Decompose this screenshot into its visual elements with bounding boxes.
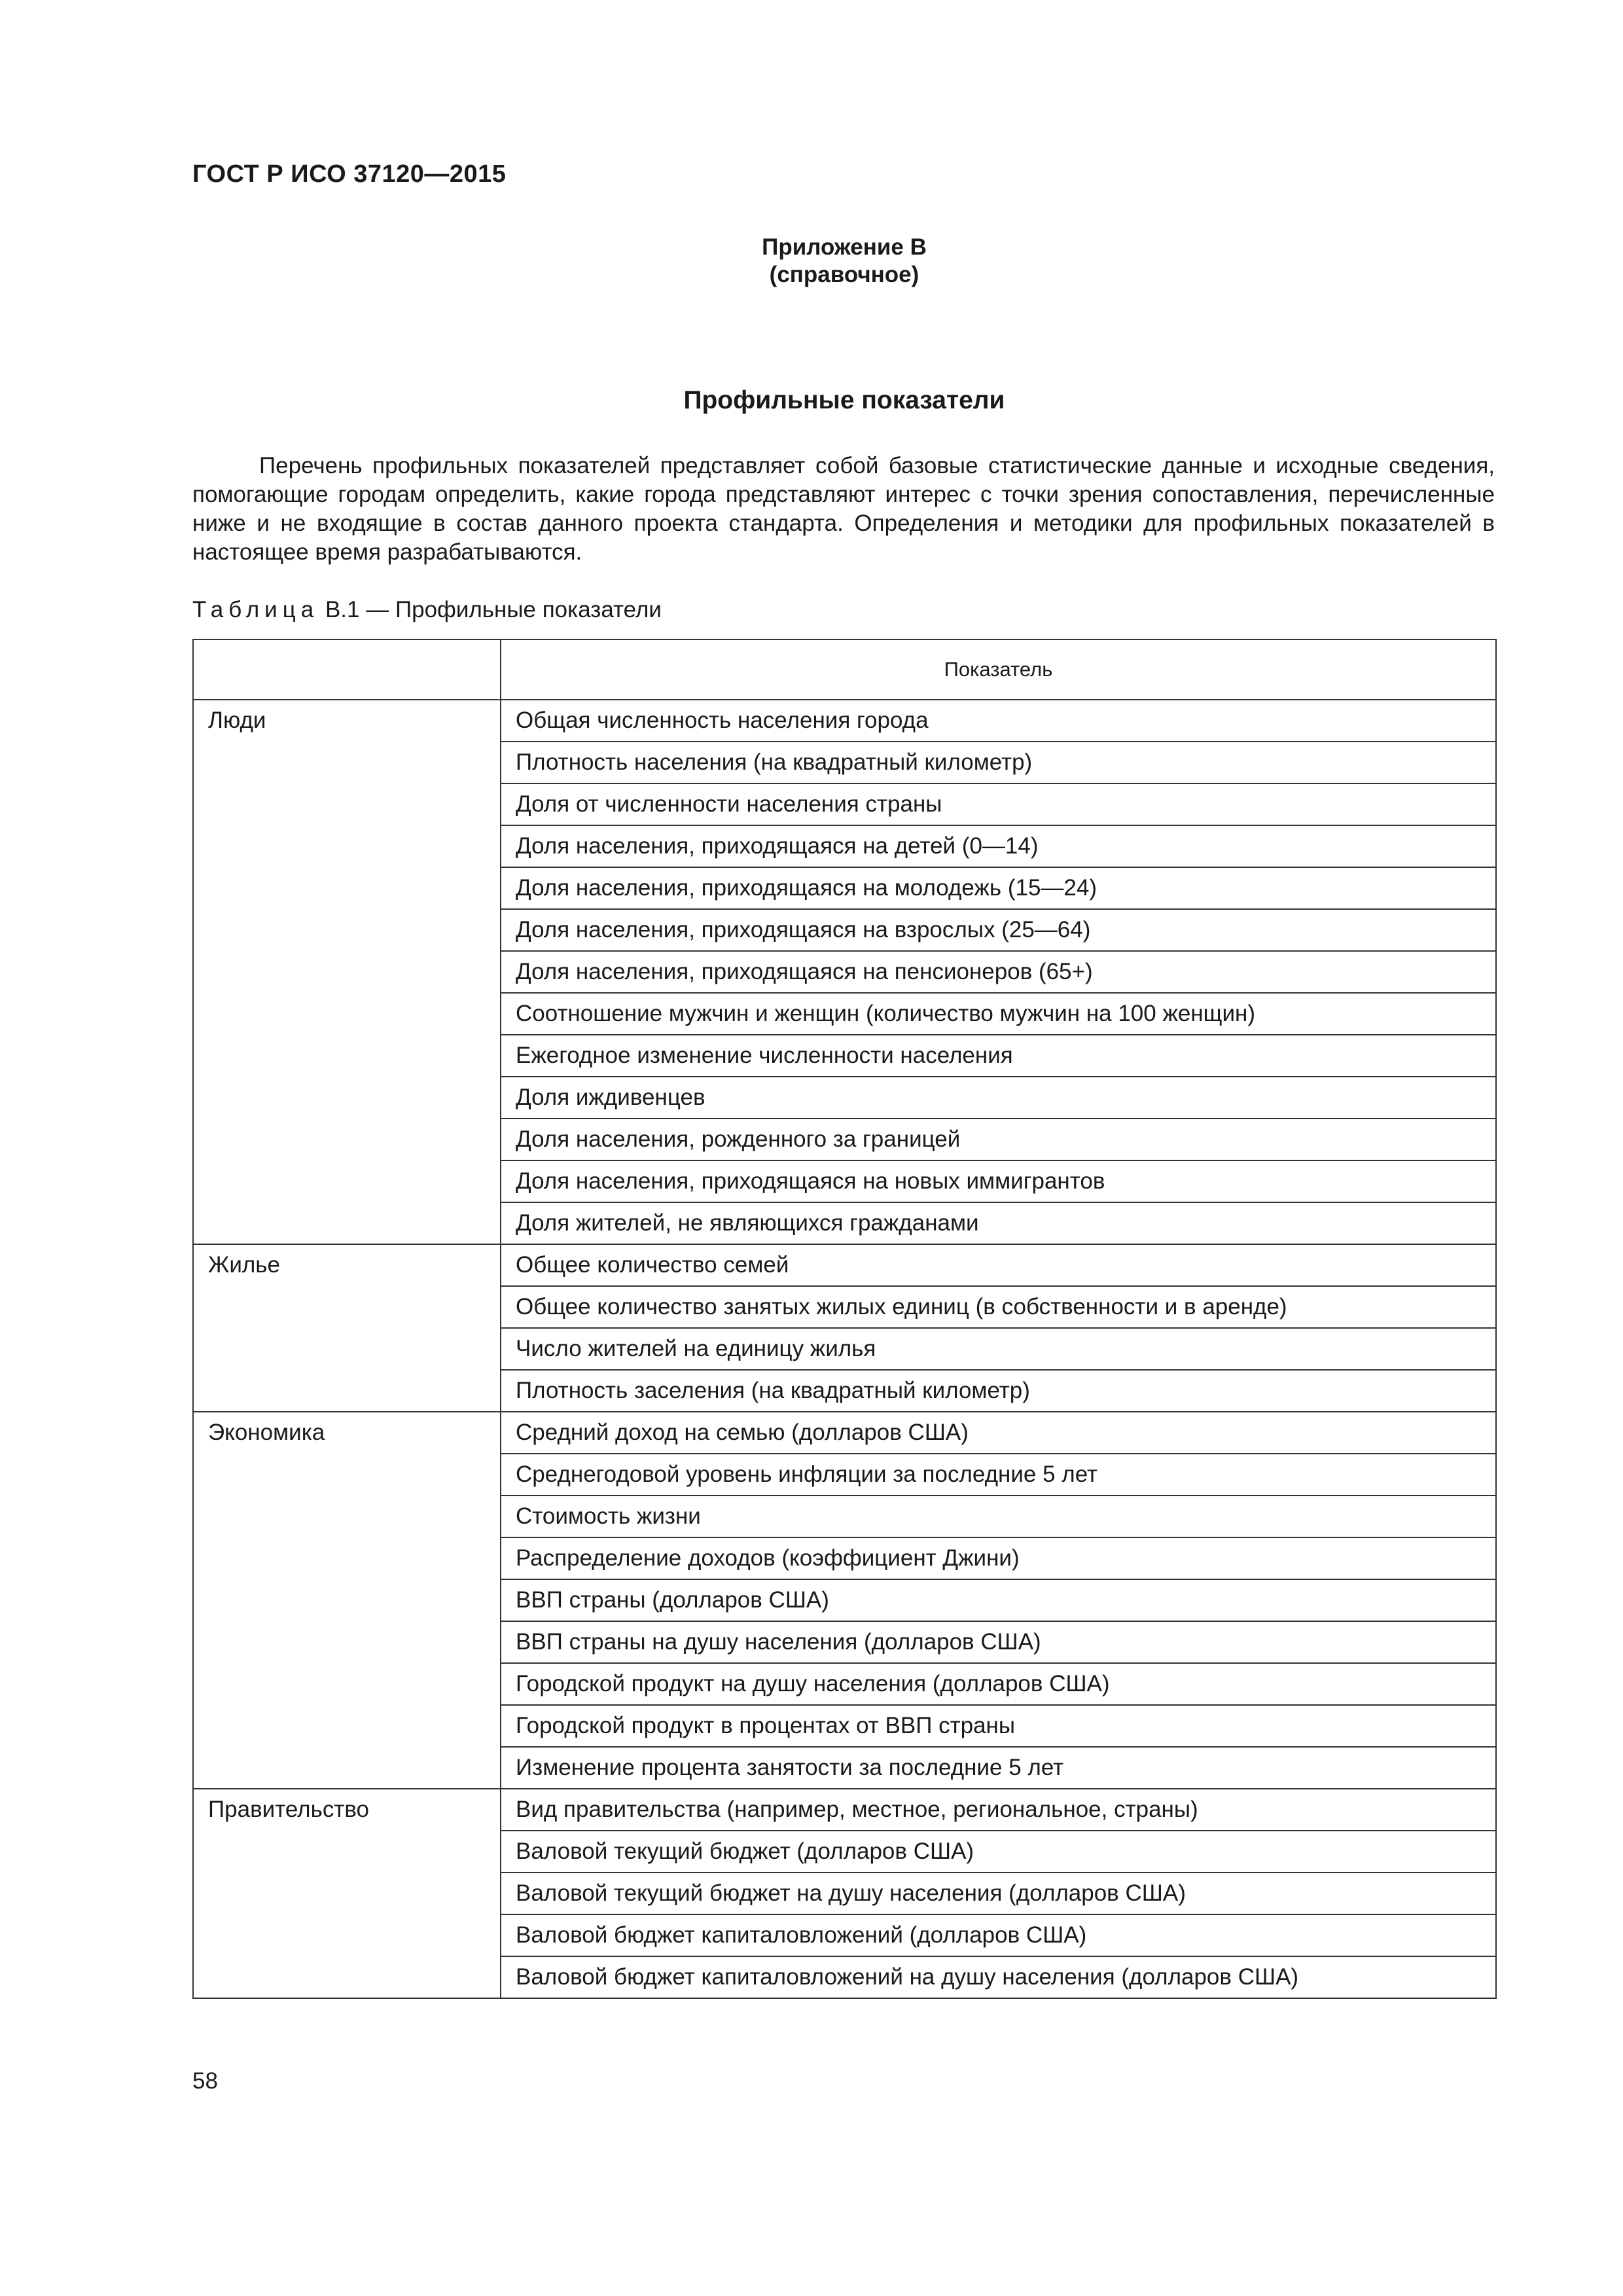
indicator-cell: Плотность населения (на квадратный километр) (501, 742, 1496, 783)
intro-paragraph: Перечень профильных показателей представляет собой базовые статистические данные и исходные сведения, помогающие городам определить, какие города представляют интерес с точки зрения сопоставления, перечисленные ниже и не входящие в состав данного проекта стандарта. Определения и методики для профильных показателей в настоящее время разрабатываются. (192, 453, 1495, 565)
table-caption-prefix: Таблица (192, 597, 319, 622)
indicator-cell: Ежегодное изменение численности населения (501, 1035, 1496, 1077)
category-cell: Жилье (193, 1244, 501, 1412)
indicator-cell: Доля населения, приходящаяся на молодежь (15—24) (501, 867, 1496, 909)
indicator-cell: Доля населения, приходящаяся на пенсионеров (65+) (501, 951, 1496, 993)
indicator-cell: Валовой текущий бюджет на душу населения (долларов США) (501, 1873, 1496, 1914)
indicator-cell: Общая численность населения города (501, 700, 1496, 742)
header-indicator-cell: Показатель (501, 639, 1496, 700)
indicator-cell: Число жителей на единицу жилья (501, 1328, 1496, 1370)
table-row (193, 1789, 1496, 1831)
indicator-cell: Соотношение мужчин и женщин (количество мужчин на 100 женщин) (501, 993, 1496, 1035)
indicator-cell: ВВП страны на душу населения (долларов США) (501, 1621, 1496, 1663)
indicator-cell: Городской продукт в процентах от ВВП страны (501, 1705, 1496, 1747)
indicator-cell: Вид правительства (например, местное, региональное, страны) (501, 1789, 1496, 1831)
indicator-cell: Стоимость жизни (501, 1496, 1496, 1537)
category-cell: Люди (193, 700, 501, 1244)
indicator-cell: Доля жителей, не являющихся гражданами (501, 1202, 1496, 1244)
table-body (193, 700, 1496, 1998)
indicator-cell: Доля населения, приходящаяся на взрослых (25—64) (501, 909, 1496, 951)
indicator-cell: Доля населения, приходящаяся на новых иммигрантов (501, 1160, 1496, 1202)
annex-type: (справочное) (769, 262, 919, 287)
indicator-cell: Распределение доходов (коэффициент Джини) (501, 1537, 1496, 1579)
table-row (193, 1244, 1496, 1286)
category-cell: Экономика (193, 1412, 501, 1789)
indicator-cell: Валовой текущий бюджет (долларов США) (501, 1831, 1496, 1873)
indicator-cell: Доля от численности населения страны (501, 783, 1496, 825)
table-caption (192, 597, 662, 623)
indicator-cell: ВВП страны (долларов США) (501, 1579, 1496, 1621)
table-row (193, 700, 1496, 742)
indicator-cell: Общее количество занятых жилых единиц (в собственности и в аренде) (501, 1286, 1496, 1328)
indicator-cell: Доля населения, приходящаяся на детей (0—14) (501, 825, 1496, 867)
section-title: Профильные показатели (683, 386, 1005, 414)
profile-indicators-table (192, 639, 1497, 1999)
annex-title: Приложение В (762, 234, 927, 260)
indicator-cell: Городской продукт на душу населения (долларов США) (501, 1663, 1496, 1705)
indicator-cell: Валовой бюджет капиталовложений на душу населения (долларов США) (501, 1956, 1496, 1998)
table-header-row (193, 639, 1496, 700)
indicator-cell: Доля населения, рожденного за границей (501, 1119, 1496, 1160)
indicator-cell: Доля иждивенцев (501, 1077, 1496, 1119)
header-category-cell (193, 639, 501, 700)
category-cell: Правительство (193, 1789, 501, 1998)
indicator-cell: Среднегодовой уровень инфляции за последние 5 лет (501, 1454, 1496, 1496)
indicator-cell: Плотность заселения (на квадратный километр) (501, 1370, 1496, 1412)
indicator-cell: Средний доход на семью (долларов США) (501, 1412, 1496, 1454)
table-row (193, 1412, 1496, 1454)
indicator-cell: Общее количество семей (501, 1244, 1496, 1286)
indicator-cell: Валовой бюджет капиталовложений (долларов США) (501, 1914, 1496, 1956)
table-caption-rest: В.1 — Профильные показатели (319, 597, 662, 622)
page-number: 58 (192, 2068, 218, 2094)
indicator-cell: Изменение процента занятости за последние 5 лет (501, 1747, 1496, 1789)
document-code: ГОСТ Р ИСО 37120—2015 (192, 160, 507, 188)
